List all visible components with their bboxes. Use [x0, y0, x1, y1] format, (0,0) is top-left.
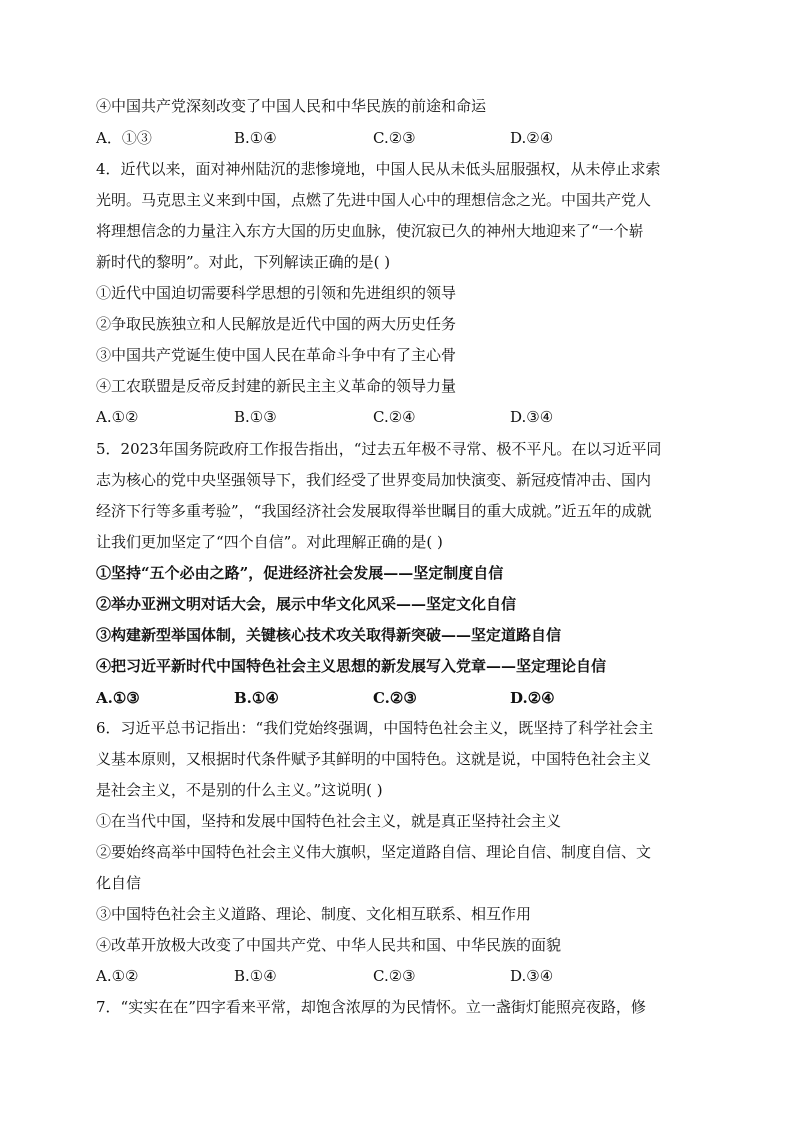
q5-option-c: C.②③ [373, 689, 417, 707]
q6-item-4: ④改革开放极大改变了中国共产党、中华人民共和国、中华民族的面貌 [96, 936, 562, 954]
q3-item-4: ④中国共产党深刻改变了中国人民和中华民族的前途和命运 [96, 97, 487, 115]
q6-stem-line-3: 是社会主义，不是别的什么主义。”这说明( ) [96, 781, 383, 799]
q6-option-a: A.①② [96, 967, 139, 985]
q6-item-1: ①在当代中国，坚持和发展中国特色社会主义，就是真正坚持社会主义 [96, 812, 562, 830]
q4-stem-line-3: 将理想信念的力量注入东方大国的历史血脉，使沉寂已久的神州大地迎来了“一个崭 [96, 222, 644, 240]
q6-option-b: B.①④ [234, 967, 277, 985]
q3-option-c: C.②③ [373, 129, 416, 147]
q5-options [96, 688, 700, 708]
q6-item-2-line-1: ②要始终高举中国特色社会主义伟大旗帜，坚定道路自信、理论自信、制度自信、文 [96, 843, 652, 861]
q6-stem-line-1: 6．习近平总书记指出：“我们党始终强调，中国特色社会主义，既坚持了科学社会主 [96, 719, 654, 737]
q4-option-c: C.②④ [373, 408, 416, 426]
q4-item-4: ④工农联盟是反帝反封建的新民主主义革命的领导力量 [96, 377, 457, 395]
q6-item-2-line-2: 化自信 [96, 874, 142, 892]
q3-options [96, 128, 700, 148]
q6-item-3: ③中国特色社会主义道路、理论、制度、文化相互联系、相互作用 [96, 905, 532, 923]
q5-item-3: ③构建新型举国体制，关键核心技术攻关取得新突破——坚定道路自信 [96, 626, 562, 644]
q6-option-d: D.③④ [510, 967, 554, 985]
q4-stem-line-4: 新时代的黎明”。对此，下列解读正确的是( ) [96, 253, 391, 271]
q4-option-b: B.①③ [234, 408, 277, 426]
q5-option-b: B.①④ [234, 689, 279, 707]
q5-option-a: A.①③ [96, 689, 140, 707]
q5-stem-line-2: 志为核心的党中央坚强领导下，我们经受了世界变局加快演变、新冠疫情冲击、国内 [96, 471, 652, 489]
q4-stem-line-2: 光明。马克思主义来到中国，点燃了先进中国人心中的理想信念之光。中国共产党人 [96, 191, 652, 209]
q4-stem-line-1: 4．近代以来，面对神州陆沉的悲惨境地，中国人民从未低头屈服强权，从未停止求索 [96, 160, 661, 178]
q4-option-a: A.①② [96, 408, 139, 426]
q6-stem-line-2: 义基本原则，又根据时代条件赋予其鲜明的中国特色。这就是说，中国特色社会主义 [96, 750, 652, 768]
q4-item-1: ①近代中国迫切需要科学思想的引领和先进组织的领导 [96, 284, 457, 302]
q6-option-c: C.②③ [373, 967, 416, 985]
q4-item-2: ②争取民族独立和人民解放是近代中国的两大历史任务 [96, 315, 457, 333]
q4-item-3: ③中国共产党诞生使中国人民在革命斗争中有了主心骨 [96, 346, 457, 364]
q7-stem-line-1: 7．“实实在在”四字看来平常，却饱含浓厚的为民情怀。立一盏街灯能照亮夜路，修 [96, 998, 646, 1016]
q5-item-4: ④把习近平新时代中国特色社会主义思想的新发展写入党章——坚定理论自信 [96, 657, 607, 675]
q3-option-b: B.①④ [234, 129, 277, 147]
q5-stem-line-3: 经济下行等多重考验”，“我国经济社会发展取得举世瞩目的重大成就。”近五年的成就 [96, 502, 652, 520]
q4-option-d: D.③④ [510, 408, 554, 426]
q5-option-d: D.②④ [510, 689, 555, 707]
q4-options [96, 407, 700, 427]
q6-options [96, 966, 700, 986]
q3-option-d: D.②④ [510, 129, 554, 147]
q5-stem-line-4: 让我们更加坚定了“四个自信”。对此理解正确的是( ) [96, 533, 443, 551]
q5-stem-line-1: 5．2023年国务院政府工作报告指出，“过去五年极不寻常、极不平凡。在以习近平同 [96, 440, 662, 458]
q5-item-2: ②举办亚洲文明对话大会，展示中华文化风采——坚定文化自信 [96, 595, 517, 613]
q3-option-a: A．①③ [96, 129, 152, 147]
q5-item-1: ①坚持“五个必由之路”，促进经济社会发展——坚定制度自信 [96, 564, 504, 582]
